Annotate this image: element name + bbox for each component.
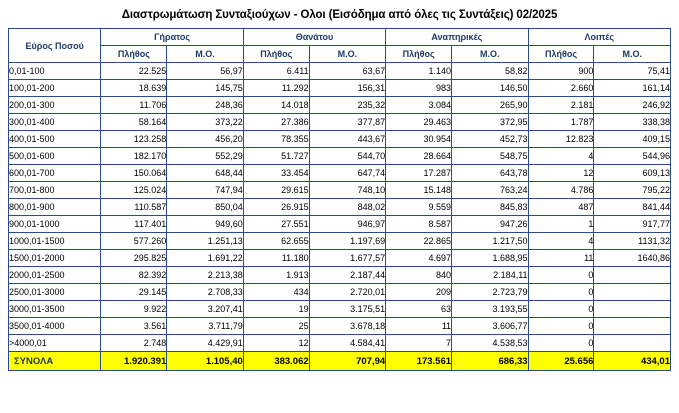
cell-value xyxy=(594,284,671,301)
cell-value: 845,83 xyxy=(452,199,529,216)
header-mean-old-age: Μ.Ο. xyxy=(167,46,244,63)
cell-value: 2.720,01 xyxy=(309,284,386,301)
row-category: 100,01-200 xyxy=(9,80,101,97)
cell-value: 456,20 xyxy=(167,131,244,148)
cell-value: 1.691,22 xyxy=(167,250,244,267)
cell-value: 82.392 xyxy=(101,267,167,284)
header-amount-range: Εύρος Ποσού xyxy=(9,29,101,63)
table-row xyxy=(9,318,671,335)
cell-value: 3.561 xyxy=(101,318,167,335)
cell-value: 643,78 xyxy=(452,165,529,182)
cell-value: 4 xyxy=(528,148,594,165)
header-count-disability: Πλήθος xyxy=(386,46,452,63)
cell-value: 1.251,13 xyxy=(167,233,244,250)
row-category: 300,01-400 xyxy=(9,114,101,131)
cell-value: 544,96 xyxy=(594,148,671,165)
header-group-row xyxy=(9,29,671,46)
cell-value xyxy=(594,301,671,318)
cell-value: 248,36 xyxy=(167,97,244,114)
cell-value: 182.170 xyxy=(101,148,167,165)
cell-value: 3.193,55 xyxy=(452,301,529,318)
table-row xyxy=(9,63,671,80)
cell-value: 62.655 xyxy=(243,233,309,250)
table-row xyxy=(9,284,671,301)
table-row xyxy=(9,199,671,216)
header-group-disability: Αναπηρικές xyxy=(386,29,528,46)
table-row xyxy=(9,182,671,199)
cell-value: 848,02 xyxy=(309,199,386,216)
cell-value: 3.606,77 xyxy=(452,318,529,335)
cell-value: 795,22 xyxy=(594,182,671,199)
header-mean-disability: Μ.Ο. xyxy=(452,46,529,63)
cell-value: 75,41 xyxy=(594,63,671,80)
cell-value: 372,95 xyxy=(452,114,529,131)
table-row xyxy=(9,216,671,233)
row-category: 1500,01-2000 xyxy=(9,250,101,267)
row-category: 900,01-1000 xyxy=(9,216,101,233)
cell-value: 0 xyxy=(528,301,594,318)
cell-value: 2.181 xyxy=(528,97,594,114)
header-mean-death: Μ.Ο. xyxy=(309,46,386,63)
cell-value: 949,60 xyxy=(167,216,244,233)
cell-value: 78.355 xyxy=(243,131,309,148)
cell-value: 27.386 xyxy=(243,114,309,131)
cell-value: 577.260 xyxy=(101,233,167,250)
cell-value xyxy=(594,318,671,335)
cell-value: 58,82 xyxy=(452,63,529,80)
cell-value xyxy=(594,267,671,284)
cell-value: 409,15 xyxy=(594,131,671,148)
cell-value: 235,32 xyxy=(309,97,386,114)
cell-value: 544,70 xyxy=(309,148,386,165)
row-category: 0,01-100 xyxy=(9,63,101,80)
cell-value: 983 xyxy=(386,80,452,97)
cell-value: 19 xyxy=(243,301,309,318)
cell-value: 295.825 xyxy=(101,250,167,267)
cell-value: 9.922 xyxy=(101,301,167,318)
cell-value: 11.292 xyxy=(243,80,309,97)
cell-value: 12 xyxy=(243,335,309,352)
cell-value: 3.711,79 xyxy=(167,318,244,335)
cell-value: 841,44 xyxy=(594,199,671,216)
table-row xyxy=(9,301,671,318)
cell-value: 63,67 xyxy=(309,63,386,80)
cell-value: 947,26 xyxy=(452,216,529,233)
cell-value: 840 xyxy=(386,267,452,284)
cell-value: 22.865 xyxy=(386,233,452,250)
header-sub-row xyxy=(9,46,671,63)
totals-value: 173.561 xyxy=(386,352,452,371)
pension-stratification-table xyxy=(8,28,671,371)
table-row xyxy=(9,97,671,114)
cell-value: 12.823 xyxy=(528,131,594,148)
header-count-other: Πλήθος xyxy=(528,46,594,63)
cell-value: 17.287 xyxy=(386,165,452,182)
header-count-death: Πλήθος xyxy=(243,46,309,63)
cell-value: 3.207,41 xyxy=(167,301,244,318)
cell-value: 443,67 xyxy=(309,131,386,148)
cell-value: 4.786 xyxy=(528,182,594,199)
cell-value: 1.677,57 xyxy=(309,250,386,267)
table-row xyxy=(9,250,671,267)
table-row xyxy=(9,335,671,352)
table-body xyxy=(9,63,671,371)
cell-value: 14.018 xyxy=(243,97,309,114)
cell-value: 4 xyxy=(528,233,594,250)
cell-value: 552,29 xyxy=(167,148,244,165)
cell-value: 0 xyxy=(528,318,594,335)
row-category: 700,01-800 xyxy=(9,182,101,199)
cell-value: 434 xyxy=(243,284,309,301)
cell-value: 850,04 xyxy=(167,199,244,216)
cell-value: 647,74 xyxy=(309,165,386,182)
cell-value: 0 xyxy=(528,267,594,284)
cell-value: 4.584,41 xyxy=(309,335,386,352)
header-mean-other: Μ.Ο. xyxy=(594,46,671,63)
cell-value: 2.184,11 xyxy=(452,267,529,284)
cell-value: 125.024 xyxy=(101,182,167,199)
cell-value: 1.787 xyxy=(528,114,594,131)
totals-value: 1.105,40 xyxy=(167,352,244,371)
table-row xyxy=(9,131,671,148)
table-row xyxy=(9,165,671,182)
cell-value: 146,50 xyxy=(452,80,529,97)
row-category: 800,01-900 xyxy=(9,199,101,216)
cell-value: 63 xyxy=(386,301,452,318)
table-row xyxy=(9,233,671,250)
cell-value: 917,77 xyxy=(594,216,671,233)
cell-value: 30.954 xyxy=(386,131,452,148)
totals-value: 383.062 xyxy=(243,352,309,371)
page-title: Διαστρωμάτωση Συνταξιούχων - Ολοι (Εισόδημα από όλες τις Συντάξεις) 02/2025 xyxy=(121,9,558,21)
cell-value: 2.708,33 xyxy=(167,284,244,301)
cell-value: 373,22 xyxy=(167,114,244,131)
cell-value: 25 xyxy=(243,318,309,335)
row-category: >4000,01 xyxy=(9,335,101,352)
cell-value: 1.217,50 xyxy=(452,233,529,250)
row-category: 3500,01-4000 xyxy=(9,318,101,335)
cell-value: 265,90 xyxy=(452,97,529,114)
cell-value: 487 xyxy=(528,199,594,216)
header-group-death: Θανάτου xyxy=(243,29,385,46)
cell-value: 2.723,79 xyxy=(452,284,529,301)
cell-value: 18.639 xyxy=(101,80,167,97)
header-count-old-age: Πλήθος xyxy=(101,46,167,63)
totals-label: ΣΥΝΟΛΑ xyxy=(9,352,101,371)
cell-value: 150.064 xyxy=(101,165,167,182)
cell-value: 0 xyxy=(528,284,594,301)
cell-value: 748,10 xyxy=(309,182,386,199)
cell-value: 900 xyxy=(528,63,594,80)
cell-value: 26.915 xyxy=(243,199,309,216)
table-header xyxy=(9,29,671,63)
cell-value: 1.197,69 xyxy=(309,233,386,250)
cell-value xyxy=(594,335,671,352)
cell-value: 4.429,91 xyxy=(167,335,244,352)
cell-value: 11.180 xyxy=(243,250,309,267)
cell-value: 2.187,44 xyxy=(309,267,386,284)
table-row xyxy=(9,114,671,131)
cell-value: 1 xyxy=(528,216,594,233)
cell-value: 0 xyxy=(528,335,594,352)
table-row xyxy=(9,148,671,165)
totals-value: 686,33 xyxy=(452,352,529,371)
cell-value: 1.140 xyxy=(386,63,452,80)
row-category: 2000,01-2500 xyxy=(9,267,101,284)
cell-value: 156,31 xyxy=(309,80,386,97)
cell-value: 12 xyxy=(528,165,594,182)
cell-value: 56,97 xyxy=(167,63,244,80)
cell-value: 58.164 xyxy=(101,114,167,131)
cell-value: 7 xyxy=(386,335,452,352)
cell-value: 209 xyxy=(386,284,452,301)
totals-value: 1.920.391 xyxy=(101,352,167,371)
cell-value: 1.688,95 xyxy=(452,250,529,267)
totals-row xyxy=(9,352,671,371)
cell-value: 15.148 xyxy=(386,182,452,199)
cell-value: 6.411 xyxy=(243,63,309,80)
cell-value: 3.678,18 xyxy=(309,318,386,335)
cell-value: 1131,32 xyxy=(594,233,671,250)
cell-value: 161,14 xyxy=(594,80,671,97)
cell-value: 9.559 xyxy=(386,199,452,216)
totals-value: 707,94 xyxy=(309,352,386,371)
cell-value: 117.401 xyxy=(101,216,167,233)
cell-value: 145,75 xyxy=(167,80,244,97)
cell-value: 29.463 xyxy=(386,114,452,131)
row-category: 500,01-600 xyxy=(9,148,101,165)
cell-value: 123.258 xyxy=(101,131,167,148)
cell-value: 763,24 xyxy=(452,182,529,199)
cell-value: 1.913 xyxy=(243,267,309,284)
cell-value: 29.145 xyxy=(101,284,167,301)
cell-value: 548,75 xyxy=(452,148,529,165)
totals-value: 434,01 xyxy=(594,352,671,371)
row-category: 3000,01-3500 xyxy=(9,301,101,318)
cell-value: 2.660 xyxy=(528,80,594,97)
table-row xyxy=(9,80,671,97)
cell-value: 4.697 xyxy=(386,250,452,267)
table-row xyxy=(9,267,671,284)
cell-value: 452,73 xyxy=(452,131,529,148)
cell-value: 33.454 xyxy=(243,165,309,182)
cell-value: 946,97 xyxy=(309,216,386,233)
row-category: 600,01-700 xyxy=(9,165,101,182)
cell-value: 2.213,38 xyxy=(167,267,244,284)
cell-value: 11 xyxy=(386,318,452,335)
row-category: 400,01-500 xyxy=(9,131,101,148)
row-category: 200,01-300 xyxy=(9,97,101,114)
cell-value: 27.551 xyxy=(243,216,309,233)
cell-value: 8.587 xyxy=(386,216,452,233)
cell-value: 609,13 xyxy=(594,165,671,182)
row-category: 1000,01-1500 xyxy=(9,233,101,250)
row-category: 2500,01-3000 xyxy=(9,284,101,301)
header-group-other: Λοιπές xyxy=(528,29,670,46)
cell-value: 1640,86 xyxy=(594,250,671,267)
cell-value: 338,38 xyxy=(594,114,671,131)
cell-value: 11.706 xyxy=(101,97,167,114)
cell-value: 29.615 xyxy=(243,182,309,199)
cell-value: 747,94 xyxy=(167,182,244,199)
totals-value: 25.656 xyxy=(528,352,594,371)
cell-value: 28.664 xyxy=(386,148,452,165)
cell-value: 11 xyxy=(528,250,594,267)
cell-value: 110.587 xyxy=(101,199,167,216)
cell-value: 3.084 xyxy=(386,97,452,114)
cell-value: 377,87 xyxy=(309,114,386,131)
cell-value: 246,92 xyxy=(594,97,671,114)
cell-value: 4.538,53 xyxy=(452,335,529,352)
cell-value: 648,44 xyxy=(167,165,244,182)
cell-value: 3.175,51 xyxy=(309,301,386,318)
cell-value: 51.727 xyxy=(243,148,309,165)
header-group-old-age: Γήρατος xyxy=(101,29,243,46)
cell-value: 22.525 xyxy=(101,63,167,80)
cell-value: 2.748 xyxy=(101,335,167,352)
